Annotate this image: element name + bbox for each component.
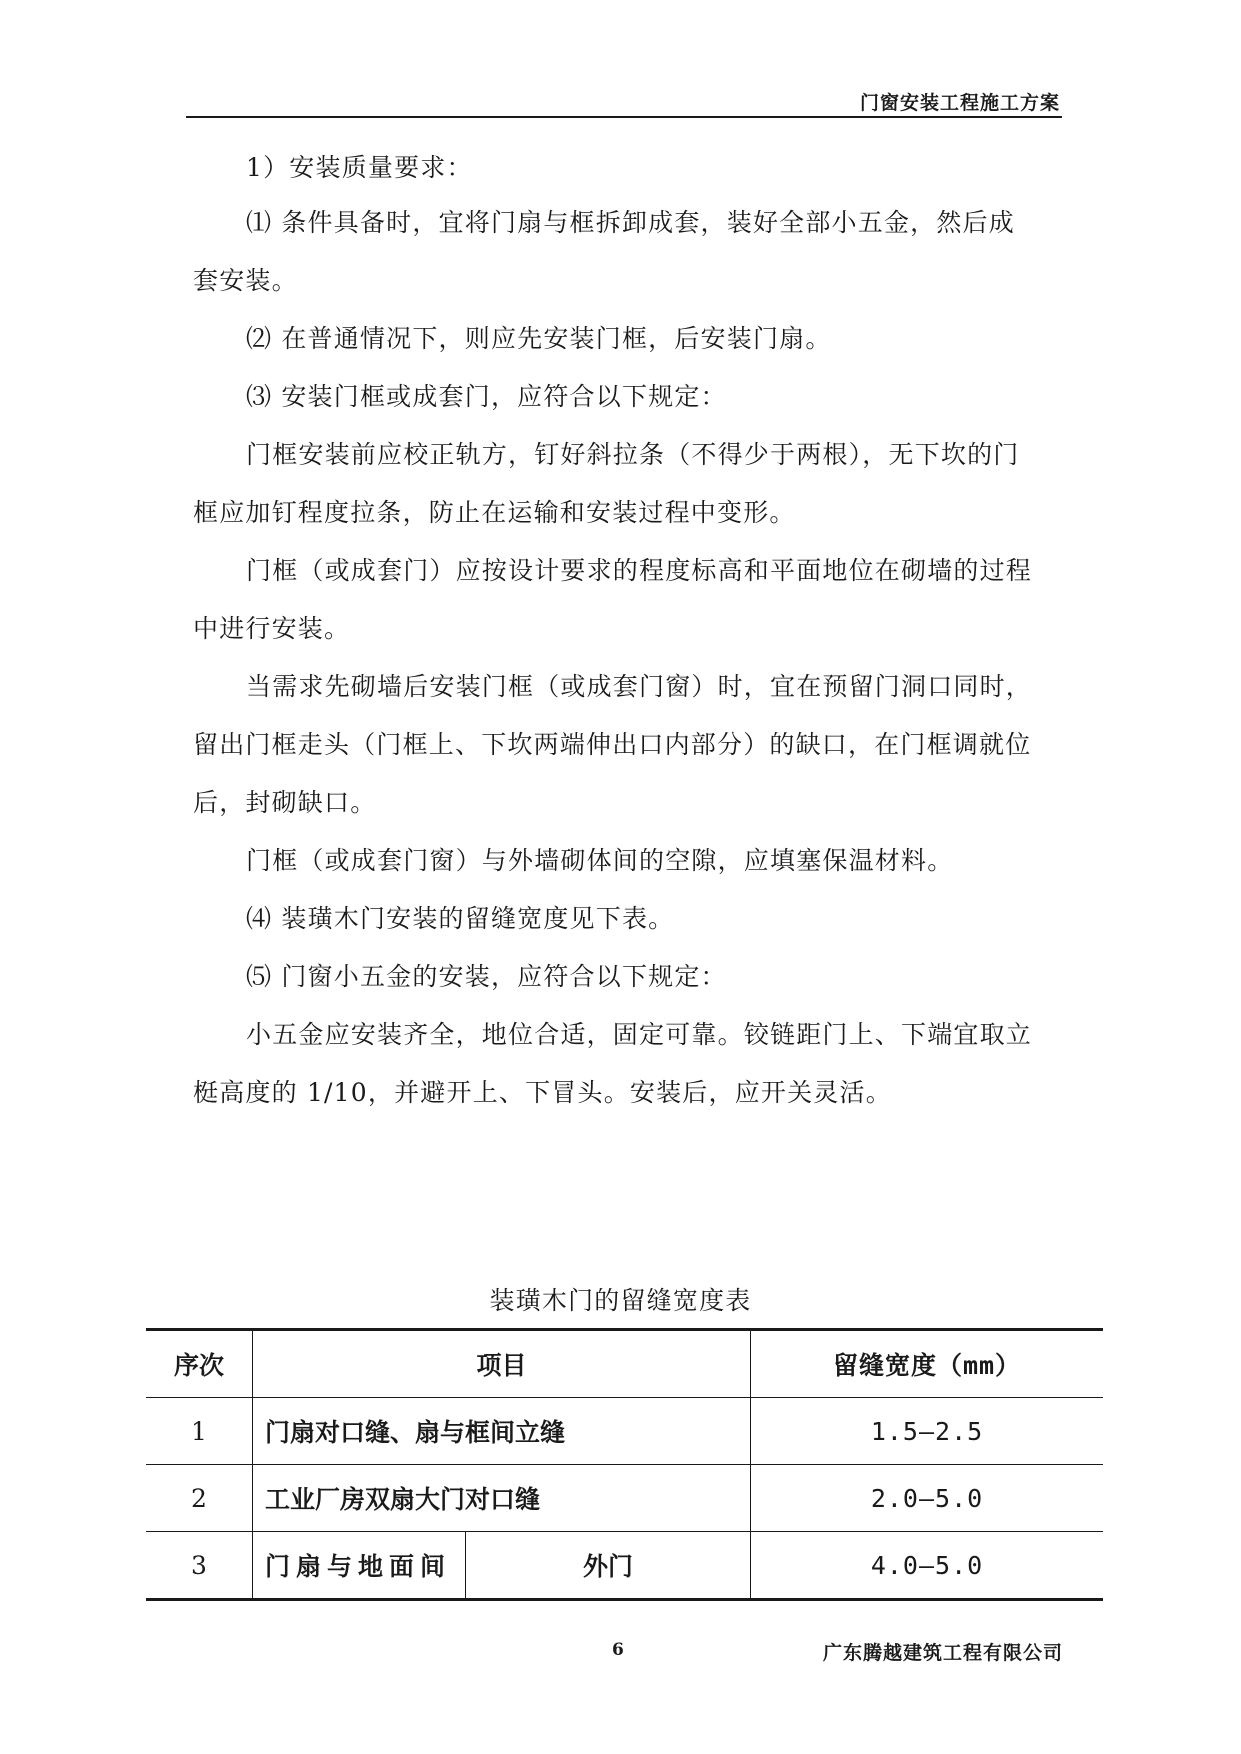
gap-width-table (146, 1328, 1103, 1601)
body-line: ⑸ 门窗小五金的安装，应符合以下规定： (246, 962, 727, 991)
body-line: 后，封砌缺口。 (193, 788, 377, 817)
body-line: 门框安装前应校正轨方，钉好斜拉条（不得少于两根），无下坎的门 (246, 440, 1020, 469)
header-index: 序次 (173, 1351, 224, 1380)
row-index: 2 (191, 1483, 207, 1513)
row-item: 门扇对口缝、扇与框间立缝 (253, 1398, 751, 1465)
page-number: 6 (612, 1640, 624, 1660)
body-line: 套安装。 (193, 266, 298, 295)
company-name: 广东腾越建筑工程有限公司 (822, 1642, 1063, 1664)
row-subitem: 外门 (466, 1532, 751, 1600)
row-value: 4.0—5.0 (751, 1532, 1104, 1600)
header-item: 项目 (253, 1330, 751, 1398)
header-rule (186, 116, 1062, 118)
header-title: 门窗安装工程施工方案 (859, 92, 1060, 114)
row-item: 门扇与地面间 (253, 1532, 466, 1600)
body-line: ⑵ 在普通情况下，则应先安装门框，后安装门扇。 (246, 324, 832, 353)
body-line: 中进行安装。 (193, 614, 351, 643)
body-line: ⑷ 装璜木门安装的留缝宽度见下表。 (246, 904, 675, 933)
table-row (146, 1465, 1103, 1532)
body-line: 小五金应安装齐全，地位合适，固定可靠。铰链距门上、下端宜取立 (246, 1020, 1033, 1049)
row-index: 1 (191, 1416, 207, 1446)
row-index: 3 (191, 1550, 207, 1580)
body-line: 门框（或成套门）应按设计要求的程度标高和平面地位在砌墙的过程 (246, 556, 1033, 585)
body-line: 当需求先砌墙后安装门框（或成套门窗）时，宜在预留门洞口同时， (246, 672, 1033, 701)
body-line: 框应加钉程度拉条，防止在运输和安装过程中变形。 (193, 498, 796, 527)
page-header (186, 86, 1062, 116)
body-line: 1）安装质量要求： (246, 153, 473, 182)
body-line: 留出门框走头（门框上、下坎两端伸出口内部分）的缺口，在门框调就位 (193, 730, 1032, 759)
body-line: 门框（或成套门窗）与外墙砌体间的空隙，应填塞保温材料。 (246, 846, 954, 875)
table-row (146, 1532, 1103, 1600)
row-value: 1.5—2.5 (751, 1398, 1104, 1465)
row-item: 工业厂房双扇大门对口缝 (253, 1465, 751, 1532)
body-line: ⑶ 安装门框或成套门，应符合以下规定： (246, 382, 727, 411)
table-row (146, 1398, 1103, 1465)
body-line: ⑴ 条件具备时，宜将门扇与框拆卸成套，装好全部小五金，然后成 (246, 208, 1015, 237)
table-caption: 装璜木门的留缝宽度表 (489, 1286, 752, 1315)
row-value: 2.0—5.0 (751, 1465, 1104, 1532)
header-width: 留缝宽度（mm） (751, 1330, 1104, 1398)
body-line: 梃高度的 1/10，并避开上、下冒头。安装后，应开关灵活。 (193, 1078, 892, 1107)
table-header-row (146, 1330, 1103, 1398)
